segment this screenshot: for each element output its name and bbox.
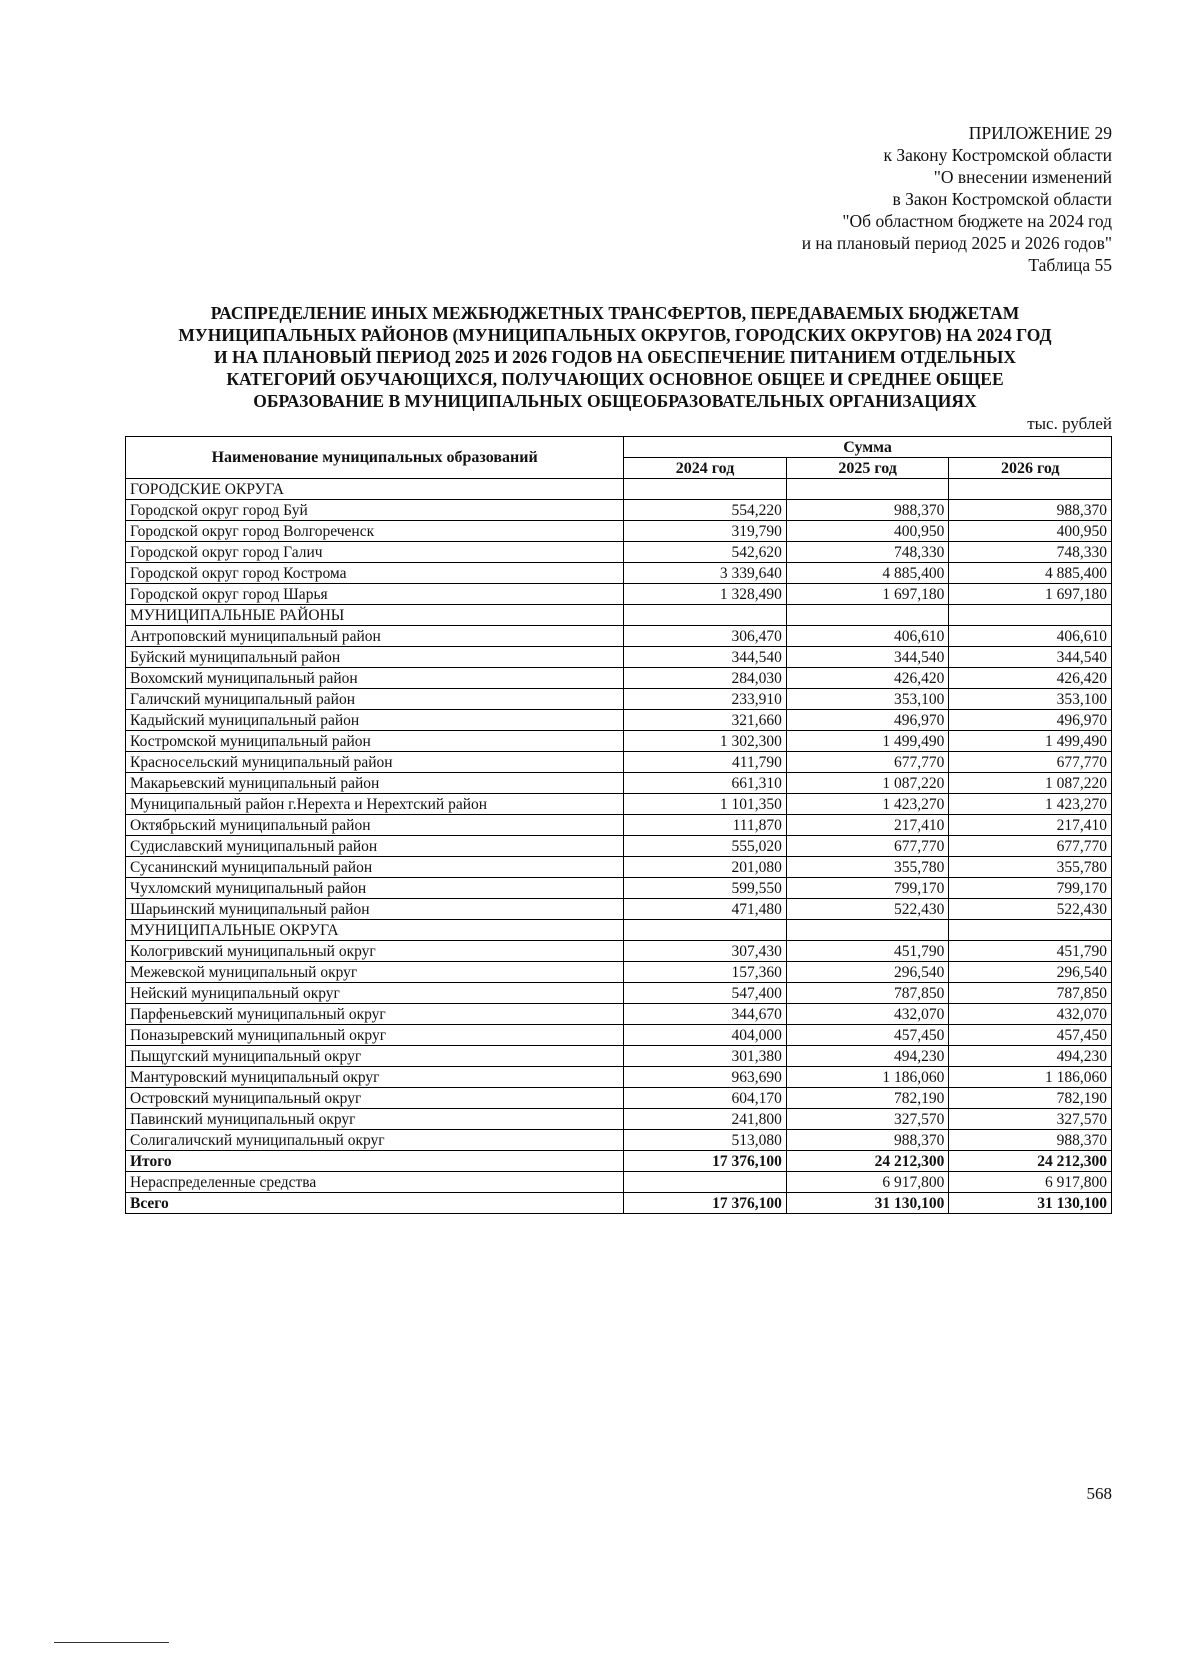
value-2024: 3 339,640 (624, 563, 787, 584)
value-2026: 799,170 (949, 878, 1112, 899)
value-2024: 319,790 (624, 521, 787, 542)
value-2026: 24 212,300 (949, 1151, 1112, 1172)
value-2024: 599,550 (624, 878, 787, 899)
value-2026: 496,970 (949, 710, 1112, 731)
table-row (126, 941, 1112, 962)
value-2026: 677,770 (949, 836, 1112, 857)
value-2026: 522,430 (949, 899, 1112, 920)
value-2025: 4 885,400 (786, 563, 949, 584)
value-2024: 554,220 (624, 500, 787, 521)
value-2026: 988,370 (949, 1130, 1112, 1151)
value-2025: 1 423,270 (786, 794, 949, 815)
value-2025: 24 212,300 (786, 1151, 949, 1172)
value-2024: 1 101,350 (624, 794, 787, 815)
value-2024: 547,400 (624, 983, 787, 1004)
value-2024: 241,800 (624, 1109, 787, 1130)
title-line: ОБРАЗОВАНИЕ В МУНИЦИПАЛЬНЫХ ОБЩЕОБРАЗОВАТЕЛЬНЫХ ОРГАНИЗАЦИЯХ (253, 391, 977, 411)
value-2025: 787,850 (786, 983, 949, 1004)
table-row (126, 626, 1112, 647)
header-line: к Закону Костромской области (883, 145, 1112, 165)
value-2025: 494,230 (786, 1046, 949, 1067)
value-2025 (786, 479, 949, 500)
table-row (126, 1004, 1112, 1025)
value-2025: 522,430 (786, 899, 949, 920)
row-name: Кадыйский муниципальный район (126, 710, 624, 731)
value-2026: 748,330 (949, 542, 1112, 563)
value-2024: 284,030 (624, 668, 787, 689)
table-row (126, 878, 1112, 899)
document-header (512, 122, 1112, 276)
row-name: МУНИЦИПАЛЬНЫЕ РАЙОНЫ (126, 605, 624, 626)
value-2026: 1 087,220 (949, 773, 1112, 794)
row-name: Шарьинский муниципальный район (126, 899, 624, 920)
row-name: Нейский муниципальный округ (126, 983, 624, 1004)
row-name: Вохомский муниципальный район (126, 668, 624, 689)
row-name: Островский муниципальный округ (126, 1088, 624, 1109)
page-number: 568 (1086, 1484, 1112, 1503)
row-name: Костромской муниципальный район (126, 731, 624, 752)
value-2025: 353,100 (786, 689, 949, 710)
value-2026: 217,410 (949, 815, 1112, 836)
table-row (126, 1109, 1112, 1130)
value-2024: 471,480 (624, 899, 787, 920)
value-2026: 1 697,180 (949, 584, 1112, 605)
section-row (126, 605, 1112, 626)
table-row (126, 983, 1112, 1004)
table-body (126, 479, 1112, 1214)
value-2026: 296,540 (949, 962, 1112, 983)
title-line: КАТЕГОРИЙ ОБУЧАЮЩИХСЯ, ПОЛУЧАЮЩИХ ОСНОВНОЕ ОБЩЕЕ И СРЕДНЕЕ ОБЩЕЕ (226, 369, 1004, 389)
value-2025: 1 499,490 (786, 731, 949, 752)
value-2025 (786, 605, 949, 626)
value-2025: 782,190 (786, 1088, 949, 1109)
value-2026: 4 885,400 (949, 563, 1112, 584)
total-row (126, 1193, 1112, 1214)
value-2024: 542,620 (624, 542, 787, 563)
row-name: Городской округ город Шарья (126, 584, 624, 605)
row-name: Антроповский муниципальный район (126, 626, 624, 647)
value-2026: 494,230 (949, 1046, 1112, 1067)
table-row (126, 647, 1112, 668)
document-title (120, 302, 1110, 412)
value-2026: 426,420 (949, 668, 1112, 689)
value-2025: 344,540 (786, 647, 949, 668)
value-2024: 513,080 (624, 1130, 787, 1151)
column-header-2024: 2024 год (624, 458, 787, 479)
table-row (126, 962, 1112, 983)
value-2024: 411,790 (624, 752, 787, 773)
value-2026: 1 499,490 (949, 731, 1112, 752)
row-name: Пыщугский муниципальный округ (126, 1046, 624, 1067)
footer-divider (54, 1642, 169, 1643)
table-row (126, 731, 1112, 752)
value-2025: 677,770 (786, 836, 949, 857)
value-2024: 306,470 (624, 626, 787, 647)
row-name: Кологривский муниципальный округ (126, 941, 624, 962)
value-2024: 17 376,100 (624, 1151, 787, 1172)
value-2025: 426,420 (786, 668, 949, 689)
value-2025: 496,970 (786, 710, 949, 731)
column-header-sum: Сумма (624, 437, 1112, 458)
table-row (126, 794, 1112, 815)
value-2025: 748,330 (786, 542, 949, 563)
value-2024 (624, 920, 787, 941)
row-name: ГОРОДСКИЕ ОКРУГА (126, 479, 624, 500)
value-2026 (949, 920, 1112, 941)
total-row (126, 1151, 1112, 1172)
row-name: Павинский муниципальный округ (126, 1109, 624, 1130)
row-name: Городской округ город Кострома (126, 563, 624, 584)
value-2025: 355,780 (786, 857, 949, 878)
value-2024: 17 376,100 (624, 1193, 787, 1214)
row-name: Октябрьский муниципальный район (126, 815, 624, 836)
value-2025: 1 186,060 (786, 1067, 949, 1088)
value-2025: 677,770 (786, 752, 949, 773)
value-2024: 344,540 (624, 647, 787, 668)
value-2024: 661,310 (624, 773, 787, 794)
value-2025 (786, 920, 949, 941)
row-name: Итого (126, 1151, 624, 1172)
row-name: МУНИЦИПАЛЬНЫЕ ОКРУГА (126, 920, 624, 941)
value-2024: 233,910 (624, 689, 787, 710)
value-2025: 296,540 (786, 962, 949, 983)
table-row (126, 815, 1112, 836)
value-2025: 406,610 (786, 626, 949, 647)
row-name: Межевской муниципальный округ (126, 962, 624, 983)
row-name: Сусанинский муниципальный район (126, 857, 624, 878)
table-row (126, 710, 1112, 731)
value-2025: 400,950 (786, 521, 949, 542)
value-2026: 432,070 (949, 1004, 1112, 1025)
value-2026: 327,570 (949, 1109, 1112, 1130)
table-row (126, 836, 1112, 857)
value-2024 (624, 1172, 787, 1193)
value-2024: 404,000 (624, 1025, 787, 1046)
value-2026: 344,540 (949, 647, 1112, 668)
value-2026: 355,780 (949, 857, 1112, 878)
value-2024: 344,670 (624, 1004, 787, 1025)
table-row (126, 563, 1112, 584)
value-2025: 799,170 (786, 878, 949, 899)
header-line: и на плановый период 2025 и 2026 годов" (801, 233, 1112, 253)
value-2025: 31 130,100 (786, 1193, 949, 1214)
table-row (126, 500, 1112, 521)
value-2025: 1 087,220 (786, 773, 949, 794)
table-row (126, 1172, 1112, 1193)
value-2025: 217,410 (786, 815, 949, 836)
header-line: "О внесении изменений (933, 167, 1112, 187)
row-name: Макарьевский муниципальный район (126, 773, 624, 794)
title-line: И НА ПЛАНОВЫЙ ПЕРИОД 2025 И 2026 ГОДОВ НА ОБЕСПЕЧЕНИЕ ПИТАНИЕМ ОТДЕЛЬНЫХ (214, 347, 1016, 367)
value-2026: 787,850 (949, 983, 1112, 1004)
column-header-name: Наименование муниципальных образований (126, 437, 624, 479)
value-2024: 321,660 (624, 710, 787, 731)
value-2025: 988,370 (786, 1130, 949, 1151)
value-2026: 451,790 (949, 941, 1112, 962)
table-row (126, 584, 1112, 605)
value-2026: 6 917,800 (949, 1172, 1112, 1193)
section-row (126, 920, 1112, 941)
table-row (126, 1067, 1112, 1088)
value-2024 (624, 605, 787, 626)
row-name: Городской округ город Галич (126, 542, 624, 563)
value-2026: 353,100 (949, 689, 1112, 710)
value-2025: 988,370 (786, 500, 949, 521)
title-line: РАСПРЕДЕЛЕНИЕ ИНЫХ МЕЖБЮДЖЕТНЫХ ТРАНСФЕРТОВ, ПЕРЕДАВАЕМЫХ БЮДЖЕТАМ (210, 303, 1020, 323)
row-name: Парфеньевский муниципальный округ (126, 1004, 624, 1025)
header-line: "Об областном бюджете на 2024 год (842, 211, 1112, 231)
value-2026: 406,610 (949, 626, 1112, 647)
value-2025: 6 917,800 (786, 1172, 949, 1193)
table-row (126, 773, 1112, 794)
row-name: Муниципальный район г.Нерехта и Нерехтский район (126, 794, 624, 815)
value-2024: 111,870 (624, 815, 787, 836)
row-name: Солигаличский муниципальный округ (126, 1130, 624, 1151)
column-header-2026: 2026 год (949, 458, 1112, 479)
row-name: Красносельский муниципальный район (126, 752, 624, 773)
table-row (126, 1025, 1112, 1046)
value-2024: 963,690 (624, 1067, 787, 1088)
value-2026: 31 130,100 (949, 1193, 1112, 1214)
row-name: Нераспределенные средства (126, 1172, 624, 1193)
title-line: МУНИЦИПАЛЬНЫХ РАЙОНОВ (МУНИЦИПАЛЬНЫХ ОКРУГОВ, ГОРОДСКИХ ОКРУГОВ) НА 2024 ГОД (178, 325, 1052, 345)
value-2024: 555,020 (624, 836, 787, 857)
table-row (126, 689, 1112, 710)
row-name: Всего (126, 1193, 624, 1214)
row-name: Буйский муниципальный район (126, 647, 624, 668)
value-2024: 301,380 (624, 1046, 787, 1067)
value-2025: 327,570 (786, 1109, 949, 1130)
row-name: Галичский муниципальный район (126, 689, 624, 710)
value-2025: 1 697,180 (786, 584, 949, 605)
value-2024: 307,430 (624, 941, 787, 962)
row-name: Чухломский муниципальный район (126, 878, 624, 899)
table-row (126, 1130, 1112, 1151)
units-label: тыс. рублей (1027, 414, 1112, 433)
value-2026: 988,370 (949, 500, 1112, 521)
value-2026: 782,190 (949, 1088, 1112, 1109)
table-row (126, 521, 1112, 542)
row-name: Городской округ город Волгореченск (126, 521, 624, 542)
value-2024: 1 302,300 (624, 731, 787, 752)
value-2025: 432,070 (786, 1004, 949, 1025)
table-row (126, 668, 1112, 689)
table-row (126, 857, 1112, 878)
table-row (126, 542, 1112, 563)
table-row (126, 899, 1112, 920)
value-2026 (949, 479, 1112, 500)
value-2026: 457,450 (949, 1025, 1112, 1046)
table-row (126, 1088, 1112, 1109)
budget-table (125, 436, 1112, 1214)
value-2024: 1 328,490 (624, 584, 787, 605)
value-2024: 157,360 (624, 962, 787, 983)
value-2026: 1 423,270 (949, 794, 1112, 815)
value-2026: 1 186,060 (949, 1067, 1112, 1088)
value-2026: 677,770 (949, 752, 1112, 773)
value-2024: 201,080 (624, 857, 787, 878)
value-2024: 604,170 (624, 1088, 787, 1109)
table-row (126, 1046, 1112, 1067)
value-2025: 457,450 (786, 1025, 949, 1046)
header-line: в Закон Костромской области (892, 189, 1112, 209)
value-2026: 400,950 (949, 521, 1112, 542)
value-2026 (949, 605, 1112, 626)
row-name: Судиславский муниципальный район (126, 836, 624, 857)
header-line: ПРИЛОЖЕНИЕ 29 (968, 123, 1112, 143)
row-name: Городской округ город Буй (126, 500, 624, 521)
value-2024 (624, 479, 787, 500)
section-row (126, 479, 1112, 500)
row-name: Поназыревский муниципальный округ (126, 1025, 624, 1046)
value-2025: 451,790 (786, 941, 949, 962)
table-number: Таблица 55 (1028, 255, 1112, 275)
column-header-2025: 2025 год (786, 458, 949, 479)
table-row (126, 752, 1112, 773)
row-name: Мантуровский муниципальный округ (126, 1067, 624, 1088)
